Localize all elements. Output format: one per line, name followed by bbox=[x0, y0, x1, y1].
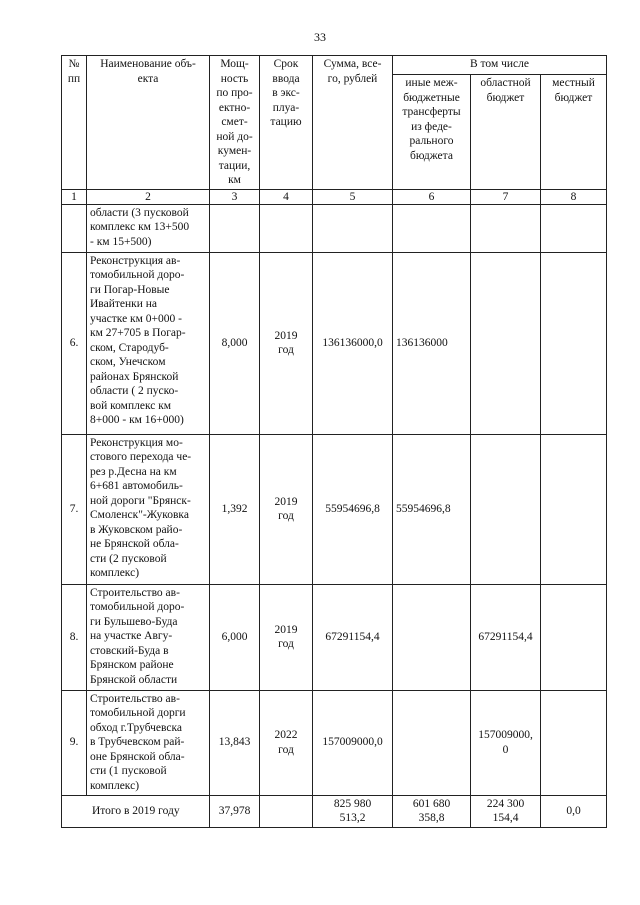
total-regional: 224 300 154,4 bbox=[471, 795, 541, 827]
capacity-cell: 13,843 bbox=[210, 690, 260, 795]
page-number: 33 bbox=[314, 30, 326, 44]
deadline-cell: 2019 год bbox=[260, 584, 313, 690]
header-federal: иные меж- бюджетные трансферты из феде- рального бюджета bbox=[393, 75, 471, 190]
column-number: 8 bbox=[541, 189, 607, 204]
table-row bbox=[62, 434, 607, 584]
total-cell: 136136000,0 bbox=[313, 252, 393, 434]
local-cell bbox=[541, 204, 607, 252]
object-name: Строительство ав- томобильной дорги обход г.Трубчевска в Трубчевском рай- оне Брянской обла- сти (1 пусковой комплекс) bbox=[87, 690, 210, 795]
capacity-cell: 1,392 bbox=[210, 434, 260, 584]
header-capacity: Мощ- ность по про- ектно- смет- ной до- кумен- тации, км bbox=[210, 56, 260, 190]
regional-cell bbox=[471, 434, 541, 584]
local-cell bbox=[541, 252, 607, 434]
object-name: Строительство ав- томобильной доро- ги Бульшево-Буда на участке Авгу- стовский-Буда в Брянском районе Брянской области bbox=[87, 584, 210, 690]
federal-cell bbox=[393, 584, 471, 690]
total-cell: 67291154,4 bbox=[313, 584, 393, 690]
total-capacity: 37,978 bbox=[210, 795, 260, 827]
total-label: Итого в 2019 году bbox=[62, 795, 210, 827]
federal-cell bbox=[393, 204, 471, 252]
table-row bbox=[62, 252, 607, 434]
header-in-total: В том числе bbox=[393, 56, 607, 75]
header-deadline: Срок ввода в экс- плуа- тацию bbox=[260, 56, 313, 190]
object-name: Реконструкция ав- томобильной доро- ги Погар-Новые Ивайтенки на участке км 0+000 - км 27+705 в Погар- ском, Стародуб- ском, Унечском районах Брянской области ( 2 пуско- вой комплекс км 8+000 - км 16+000) bbox=[87, 252, 210, 434]
regional-cell: 67291154,4 bbox=[471, 584, 541, 690]
total-row bbox=[62, 795, 607, 827]
column-number: 3 bbox=[210, 189, 260, 204]
header-total: Сумма, все- го, рублей bbox=[313, 56, 393, 190]
total-deadline bbox=[260, 795, 313, 827]
column-number: 1 bbox=[62, 189, 87, 204]
deadline-cell: 2019 год bbox=[260, 434, 313, 584]
row-number bbox=[62, 204, 87, 252]
local-cell bbox=[541, 434, 607, 584]
column-number: 2 bbox=[87, 189, 210, 204]
total-cell: 55954696,8 bbox=[313, 434, 393, 584]
local-cell bbox=[541, 690, 607, 795]
total-federal: 601 680 358,8 bbox=[393, 795, 471, 827]
capacity-cell: 8,000 bbox=[210, 252, 260, 434]
deadline-cell bbox=[260, 204, 313, 252]
column-number: 7 bbox=[471, 189, 541, 204]
deadline-cell: 2019 год bbox=[260, 252, 313, 434]
row-number: 9. bbox=[62, 690, 87, 795]
column-number: 4 bbox=[260, 189, 313, 204]
header-regional: областной бюджет bbox=[471, 75, 541, 190]
row-number: 8. bbox=[62, 584, 87, 690]
budget-table bbox=[61, 55, 607, 828]
local-cell bbox=[541, 584, 607, 690]
regional-cell bbox=[471, 204, 541, 252]
federal-cell bbox=[393, 690, 471, 795]
total-cell: 157009000,0 bbox=[313, 690, 393, 795]
table-row bbox=[62, 584, 607, 690]
table-row bbox=[62, 690, 607, 795]
regional-cell bbox=[471, 252, 541, 434]
table-row bbox=[62, 204, 607, 252]
regional-cell: 157009000, 0 bbox=[471, 690, 541, 795]
header-name: Наименование объ- екта bbox=[87, 56, 210, 190]
total-cell bbox=[313, 204, 393, 252]
object-name: Реконструкция мо- стового перехода че- рез р.Десна на км 6+681 автомобиль- ной дороги "Брянск- Смоленск"-Жуковка в Жуковском райо- не Брянской обла- сти (2 пусковой комплекс) bbox=[87, 434, 210, 584]
column-number: 5 bbox=[313, 189, 393, 204]
row-number: 7. bbox=[62, 434, 87, 584]
column-number: 6 bbox=[393, 189, 471, 204]
header-local: местный бюджет bbox=[541, 75, 607, 190]
object-name: области (3 пусковой комплекс км 13+500 - км 15+500) bbox=[87, 204, 210, 252]
federal-cell: 55954696,8 bbox=[393, 434, 471, 584]
capacity-cell: 6,000 bbox=[210, 584, 260, 690]
total-sum: 825 980 513,2 bbox=[313, 795, 393, 827]
capacity-cell bbox=[210, 204, 260, 252]
header-no: № пп bbox=[62, 56, 87, 190]
column-number-row bbox=[62, 189, 607, 204]
total-local: 0,0 bbox=[541, 795, 607, 827]
deadline-cell: 2022 год bbox=[260, 690, 313, 795]
federal-cell: 136136000 bbox=[393, 252, 471, 434]
header-row-1 bbox=[62, 56, 607, 75]
row-number: 6. bbox=[62, 252, 87, 434]
